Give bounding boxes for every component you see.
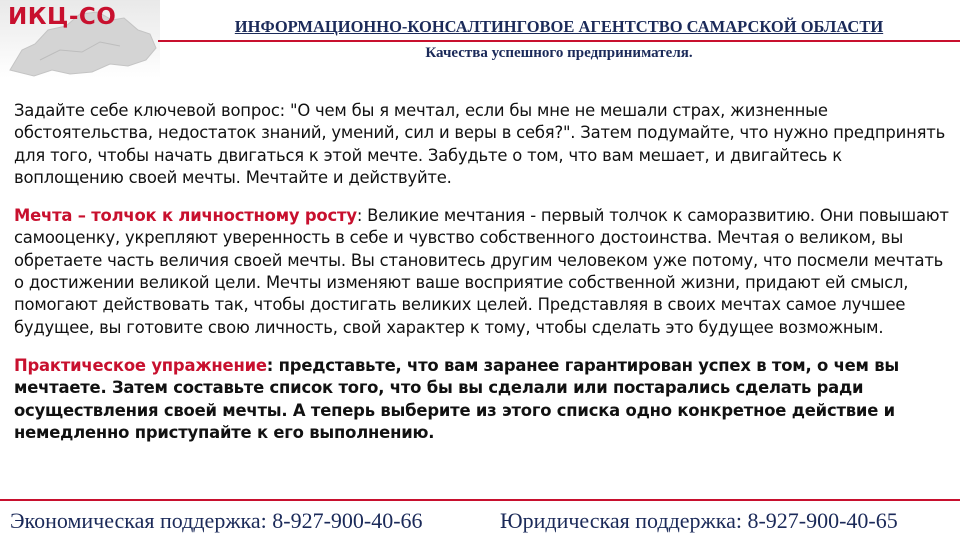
exercise-heading: Практическое упражнение xyxy=(14,355,267,375)
slide-subtitle: Качества успешного предпринимателя. xyxy=(425,45,693,61)
agency-logo: ИКЦ-СО xyxy=(8,4,117,30)
exercise-text: : представьте, что вам заранее гарантирован успех в том, о чем вы мечтаете. Затем составьте список того, что бы вы сделали или постарались сделать ради осуществления своей мечты. А теперь выберите из этого списка одно конкретное действие и немедленно приступайте к его выполнению. xyxy=(14,355,900,442)
slide-content xyxy=(14,100,952,444)
legal-support-contact: Юридическая поддержка: 8-927-900-40-65 xyxy=(500,508,898,533)
paragraph-dream xyxy=(14,205,952,339)
paragraph-key-question: Задайте себе ключевой вопрос: "О чем бы я мечтал, если бы мне не мешали страх, жизненные обстоятельства, недостаток знаний, умений, сил и веры в себя?". Затем подумайте, что нужно предпринять для того, чтобы начать двигаться к этой мечте. Забудьте о том, что вам мешает, и двигайтесь к воплощению своей мечты. Мечтайте и действуйте. xyxy=(14,101,946,187)
economic-support-contact: Экономическая поддержка: 8-927-900-40-66 xyxy=(10,508,423,533)
footer-divider xyxy=(0,499,960,501)
dream-text: : Великие мечтания - первый толчок к саморазвитию. Они повышают самооценку, укрепляют уверенность в себе и чувство собственного достоинства. Мечтая о великом, вы обретаете часть величия своей мечты. Вы становитесь другим человеком уже потому, что посмели мечтать о достижении великой цели. Мечты изменяют ваше восприятие собственной жизни, придают ей смысл, помогают действовать так, чтобы достигать великих целей. Представляя в своих мечтах самое лучшее будущее, вы готовите свою личность, свой характер к тому, чтобы сделать это будущее возможным. xyxy=(14,206,949,337)
header-divider xyxy=(158,40,960,42)
agency-title: ИНФОРМАЦИОННО-КОНСАЛТИНГОВОЕ АГЕНТСТВО САМАРСКОЙ ОБЛАСТИ xyxy=(234,17,884,36)
dream-heading: Мечта – толчок к личностному росту xyxy=(14,206,357,226)
footer xyxy=(0,508,960,536)
paragraph-exercise xyxy=(14,355,952,444)
logo-area xyxy=(0,0,160,78)
